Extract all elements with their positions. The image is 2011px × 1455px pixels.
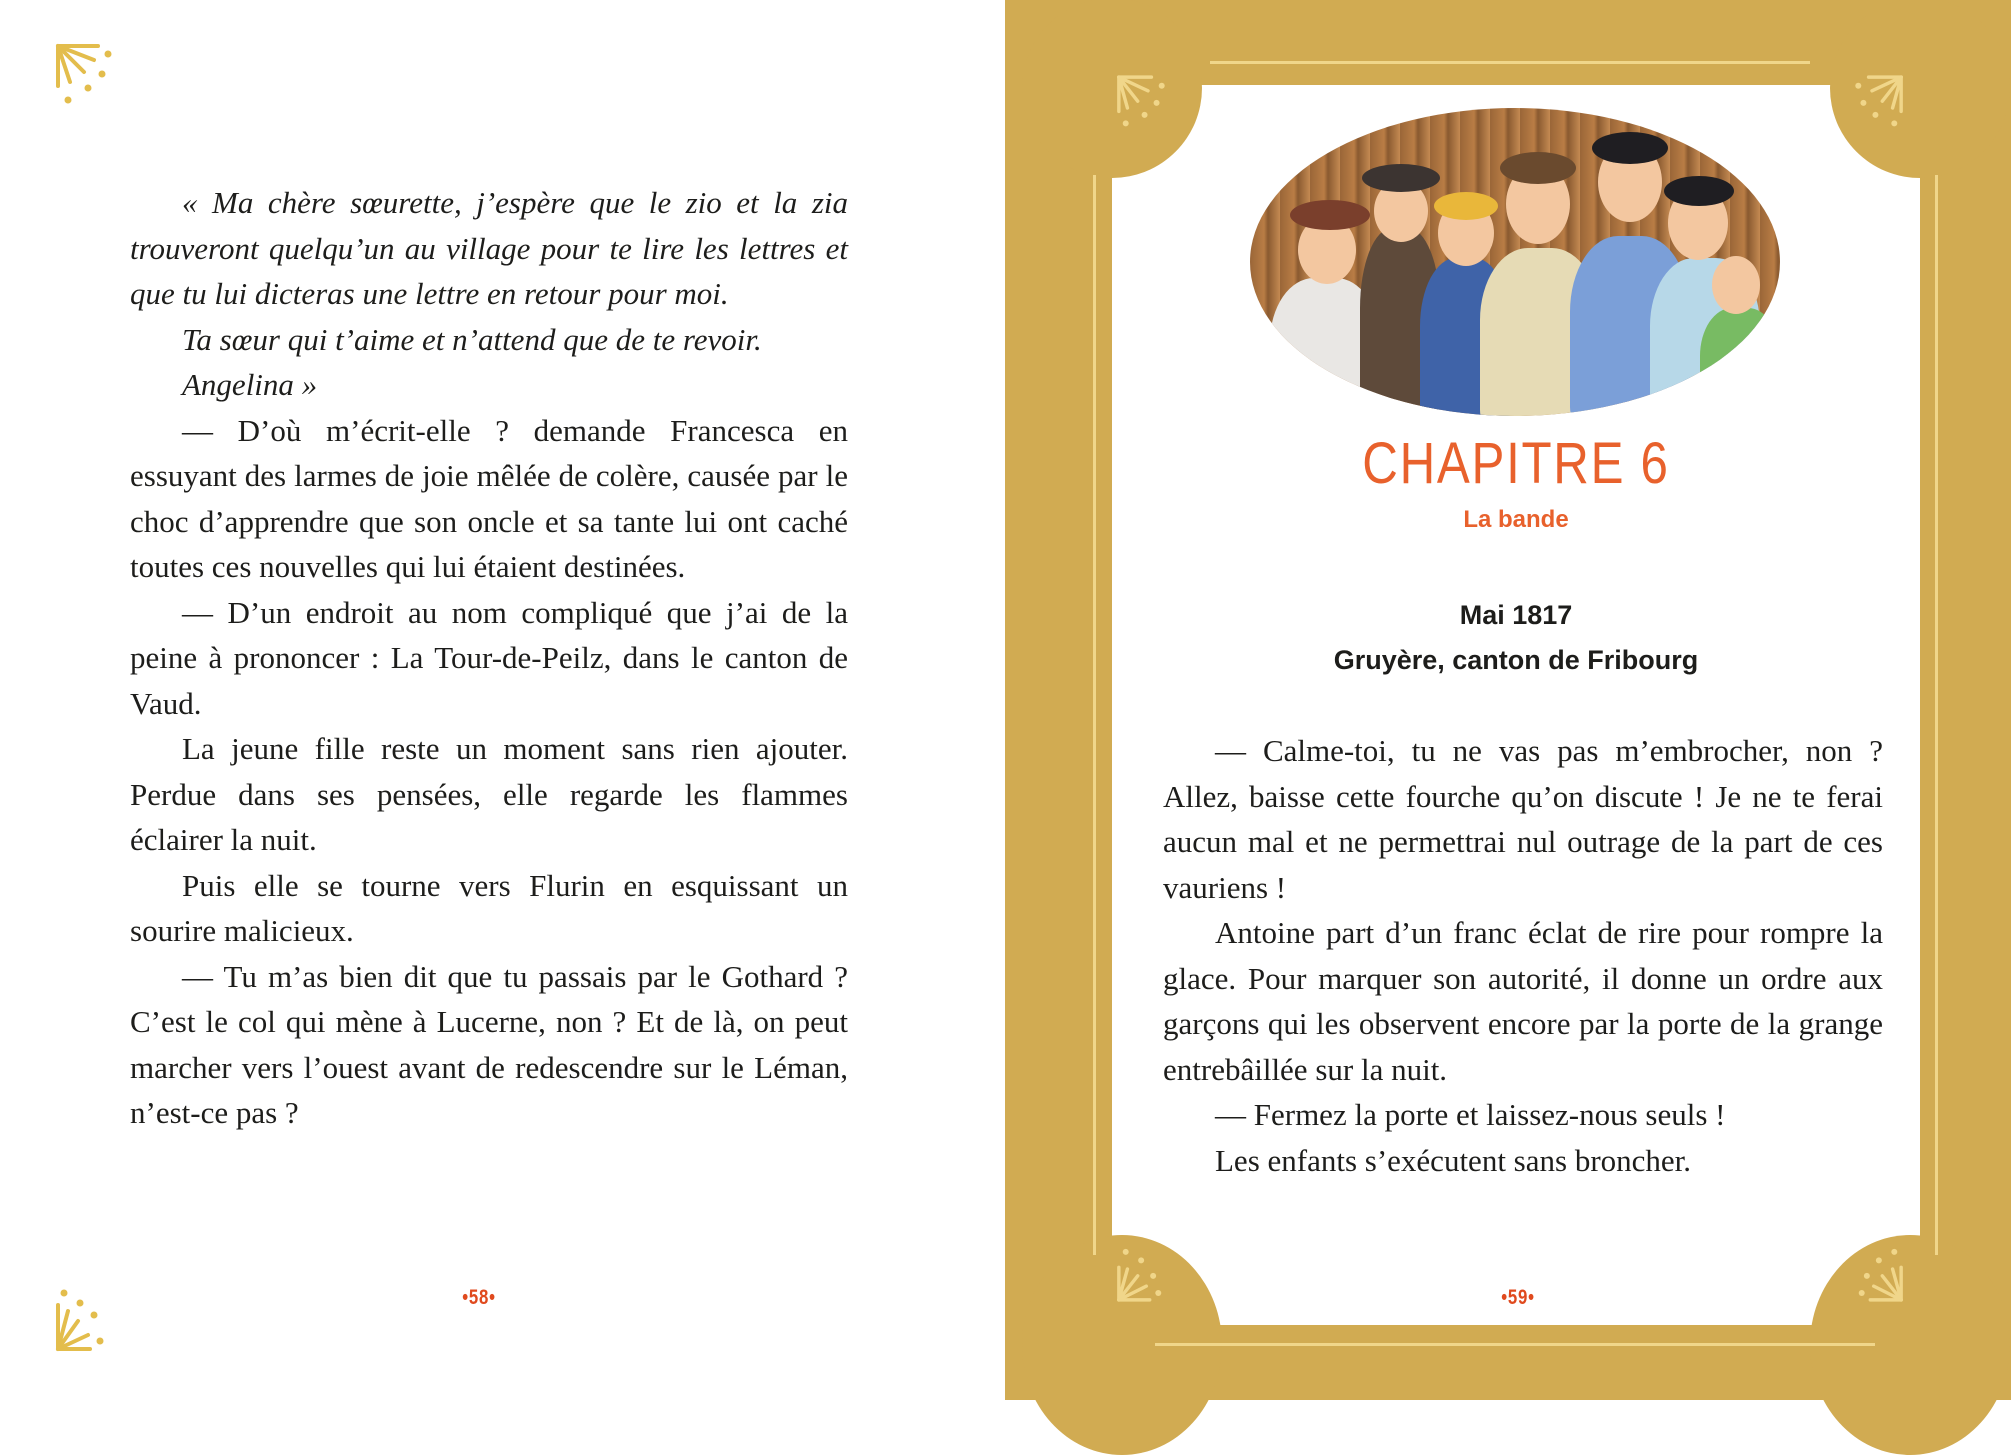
page-number: •59• [1501, 1286, 1535, 1309]
page-number: •58• [462, 1286, 496, 1309]
paragraph: — D’où m’écrit-elle ? demande Francesca en essuyant des larmes de joie mêlée de colère, causée par le choc d’apprendre que son oncle et sa tante lui ont caché toutes ces nouvelles qui lui étaient destinées. [130, 412, 848, 584]
frame-line [1155, 1343, 1875, 1346]
paragraph: Puis elle se tourne vers Flurin en esquissant un sourire malicieux. [130, 867, 848, 948]
chapter-setting [1112, 593, 1920, 683]
paragraph: — Calme-toi, tu ne vas pas m’embrocher, non ? Allez, baisse cette fourche qu’on discute ! Je ne te ferai aucun mal et ne permettrai nul outrage de la part de ces vauriens ! [1163, 733, 1883, 905]
paragraph: Ta sœur qui t’aime et n’attend que de te revoir. [182, 321, 762, 357]
left-page [0, 0, 1005, 1400]
paragraph: La jeune fille reste un moment sans rien ajouter. Perdue dans ses pensées, elle regarde les flammes éclairer la nuit. [130, 731, 848, 857]
sunburst-ornament-icon [1848, 1240, 1908, 1310]
chapter-illustration [1250, 108, 1780, 416]
sunburst-ornament-icon [50, 1285, 120, 1355]
frame-line [1210, 61, 1810, 64]
sunburst-ornament-icon [50, 40, 120, 110]
sunburst-ornament-icon [1848, 72, 1908, 132]
sunburst-ornament-icon [1112, 72, 1172, 132]
paragraph: Angelina » [182, 367, 318, 402]
chapter-date: Mai 1817 [1459, 600, 1573, 630]
paragraph: Antoine part d’un franc éclat de rire pour rompre la glace. Pour marquer son autorité, il donne un ordre aux garçons qui les observent encore par la porte de la grange entrebâillée sur la nuit. [1163, 915, 1883, 1087]
frame-line [1935, 175, 1938, 1255]
paragraph: — Tu m’as bien dit que tu passais par le Gothard ? C’est le col qui mène à Lucerne, non ? Et de là, on peut marcher vers l’ouest avant de redescendre sur le Léman, n’est-ce pas ? [130, 958, 848, 1130]
sunburst-ornament-icon [1112, 1240, 1172, 1310]
paragraph: — D’un endroit au nom compliqué que j’ai de la peine à prononcer : La Tour-de-Peilz, dans le canton de Vaud. [130, 594, 848, 721]
left-page-body [130, 180, 848, 1136]
right-page-body [1163, 728, 1883, 1183]
frame-line [1093, 175, 1096, 1255]
chapter-subtitle: La bande [1463, 506, 1569, 533]
paragraph: « Ma chère sœurette, j’espère que le zio et la zia trouveront quelqu’un au village pour te lire les lettres et que tu lui dicteras une lettre en retour pour moi. [130, 185, 848, 311]
paragraph: Les enfants s’exécutent sans broncher. [1215, 1142, 1692, 1178]
paragraph: — Fermez la porte et laissez-nous seuls ! [1215, 1097, 1726, 1132]
chapter-title: CHAPITRE 6 [1362, 431, 1670, 496]
chapter-location: Gruyère, canton de Fribourg [1333, 645, 1699, 675]
